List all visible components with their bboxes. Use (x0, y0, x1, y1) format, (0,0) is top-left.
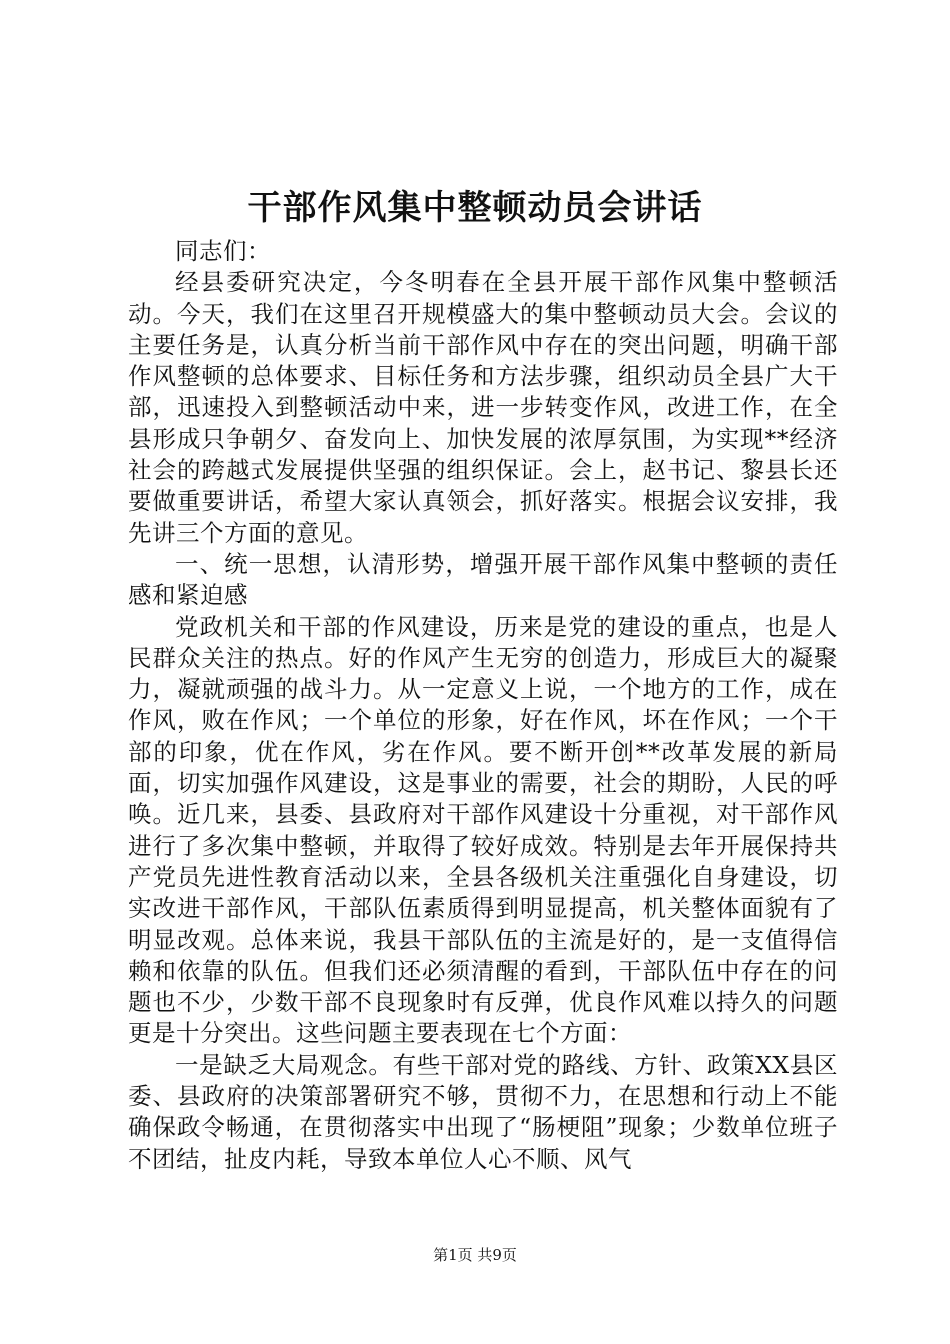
document-title: 干部作风集中整顿动员会讲话 (247, 188, 703, 228)
page-footer: 第1页 共9页 (433, 1246, 517, 1264)
document-body (128, 236, 838, 1175)
paragraph-work-style: 党政机关和干部的作风建设，历来是党的建设的重点，也是人民群众关注的热点。好的作风产生无穷的创造力，形成巨大的凝聚力，凝就顽强的战斗力。从一定意义上说，一个地方的工作，成在作风，败在作风；一个单位的形象，好在作风，坏在作风；一个干部的印象，优在作风，劣在作风。要不断开创**改革发展的新局面，切实加强作风建设，这是事业的需要，社会的期盼，人民的呼唤。近几来，县委、县政府对干部作风建设十分重视，对干部作风进行了多次集中整顿，并取得了较好成效。特别是去年开展保持共产党员先进性教育活动以来，全县各级机关注重强化自身建设，切实改进干部作风，干部队伍素质得到明显提高，机关整体面貌有了明显改观。总体来说，我县干部队伍的主流是好的，是一支值得信赖和依靠的队伍。但我们还必须清醒的看到，干部队伍中存在的问题也不少，少数干部不良现象时有反弹，优良作风难以持久的问题更是十分突出。这些问题主要表现在七个方面： (128, 612, 838, 1048)
salutation: 同志们： (175, 237, 271, 265)
paragraph-problem-1: 一是缺乏大局观念。有些干部对党的路线、方针、政策XX县区委、县政府的决策部署研究不够，贯彻不力，在思想和行动上不能确保政令畅通，在贯彻落实中出现了“肠梗阻”现象；少数单位班子不团结，扯皮内耗，导致本单位人心不顺、风气 (128, 1050, 838, 1173)
paragraph-intro: 经县委研究决定，今冬明春在全县开展干部作风集中整顿活动。今天，我们在这里召开规模盛大的集中整顿动员大会。会议的主要任务是，认真分析当前干部作风中存在的突出问题，明确干部作风整顿的总体要求、目标任务和方法步骤，组织动员全县广大干部，迅速投入到整顿活动中来，进一步转变作风，改进工作，在全县形成只争朝夕、奋发向上、加快发展的浓厚氛围，为实现**经济社会的跨越式发展提供坚强的组织保证。会上，赵书记、黎县长还要做重要讲话，希望大家认真领会，抓好落实。根据会议安排，我先讲三个方面的意见。 (128, 268, 838, 547)
section-heading-1: 一、统一思想，认清形势，增强开展干部作风集中整顿的责任感和紧迫感 (128, 549, 838, 610)
